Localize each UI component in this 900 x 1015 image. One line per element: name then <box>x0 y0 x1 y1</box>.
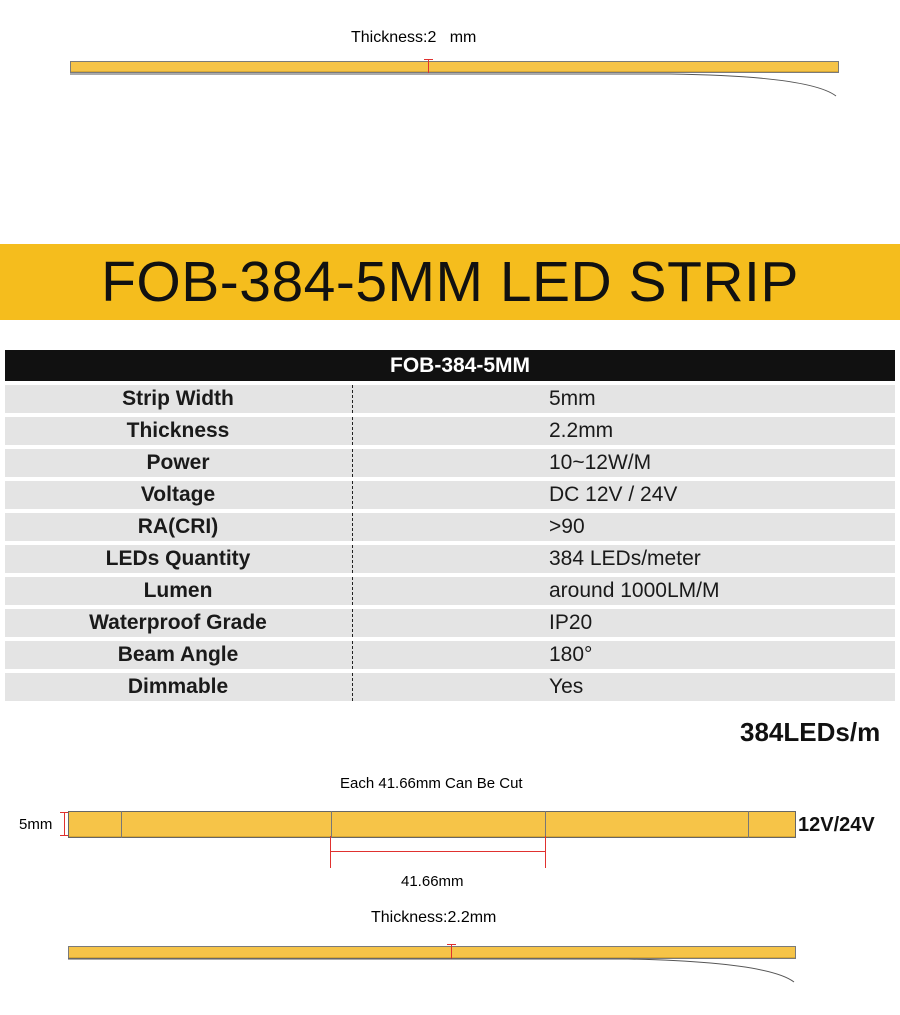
width-label: 5mm <box>19 816 53 833</box>
table-row <box>5 545 895 573</box>
table-row <box>5 609 895 637</box>
row-label: RA(CRI) <box>137 515 219 538</box>
row-divider <box>352 385 353 413</box>
row-value: 5mm <box>549 387 596 410</box>
banner-title: FOB-384-5MM LED STRIP <box>101 250 799 314</box>
row-value: 2.2mm <box>549 419 614 442</box>
table-row <box>5 641 895 669</box>
row-divider <box>352 449 353 477</box>
row-value: around 1000LM/M <box>549 579 720 602</box>
cut-mark <box>331 811 332 838</box>
table-row <box>5 385 895 413</box>
row-divider <box>352 641 353 669</box>
table-row <box>5 577 895 605</box>
cut-note: Each 41.66mm Can Be Cut <box>340 775 523 792</box>
spec-table-header <box>5 350 895 381</box>
segment-length-label: 41.66mm <box>401 873 464 890</box>
bottom-thickness-marker-cap <box>447 944 456 945</box>
row-value: 180° <box>549 643 593 666</box>
row-label: Lumen <box>143 579 213 602</box>
row-label: Waterproof Grade <box>89 611 267 634</box>
row-value: >90 <box>549 515 585 538</box>
row-divider <box>352 513 353 541</box>
segment-dimension-left-tick <box>330 836 331 868</box>
row-divider <box>352 673 353 701</box>
row-divider <box>352 481 353 509</box>
voltage-label: 12V/24V <box>798 814 875 836</box>
segment-dimension-line <box>330 851 546 852</box>
row-divider <box>352 545 353 573</box>
cut-mark <box>748 811 749 838</box>
spec-table-title: FOB-384-5MM <box>390 354 531 377</box>
cut-mark <box>121 811 122 838</box>
bottom-thickness-label: Thickness:2.2mm <box>371 909 497 926</box>
row-label: Voltage <box>140 483 216 506</box>
row-label: Thickness <box>126 419 230 442</box>
top-strip-tail-curve <box>70 70 850 100</box>
table-row <box>5 673 895 701</box>
row-value: Yes <box>549 675 584 698</box>
spec-table <box>5 350 895 701</box>
top-thickness-label: Thickness:2 mm <box>351 29 477 46</box>
row-value: 384 LEDs/meter <box>549 547 701 570</box>
table-row <box>5 449 895 477</box>
table-row <box>5 417 895 445</box>
top-thickness-marker-cap <box>424 59 433 60</box>
table-row <box>5 481 895 509</box>
row-value: 10~12W/M <box>549 451 652 474</box>
cut-mark <box>545 811 546 838</box>
table-row <box>5 513 895 541</box>
led-density-label: 384LEDs/m <box>740 717 881 747</box>
row-value: IP20 <box>549 611 593 634</box>
row-divider <box>352 609 353 637</box>
row-label: Dimmable <box>127 675 229 698</box>
segment-dimension-right-tick <box>545 836 546 868</box>
width-marker-line <box>64 812 65 836</box>
row-value: DC 12V / 24V <box>549 483 678 506</box>
row-label: LEDs Quantity <box>105 547 251 570</box>
row-label: Power <box>146 451 210 474</box>
row-label: Beam Angle <box>117 643 239 666</box>
cut-strip-top-view <box>68 811 796 838</box>
row-label: Strip Width <box>122 387 234 410</box>
row-divider <box>352 577 353 605</box>
bottom-strip-tail-curve <box>68 956 808 986</box>
title-banner <box>0 244 900 320</box>
row-divider <box>352 417 353 445</box>
